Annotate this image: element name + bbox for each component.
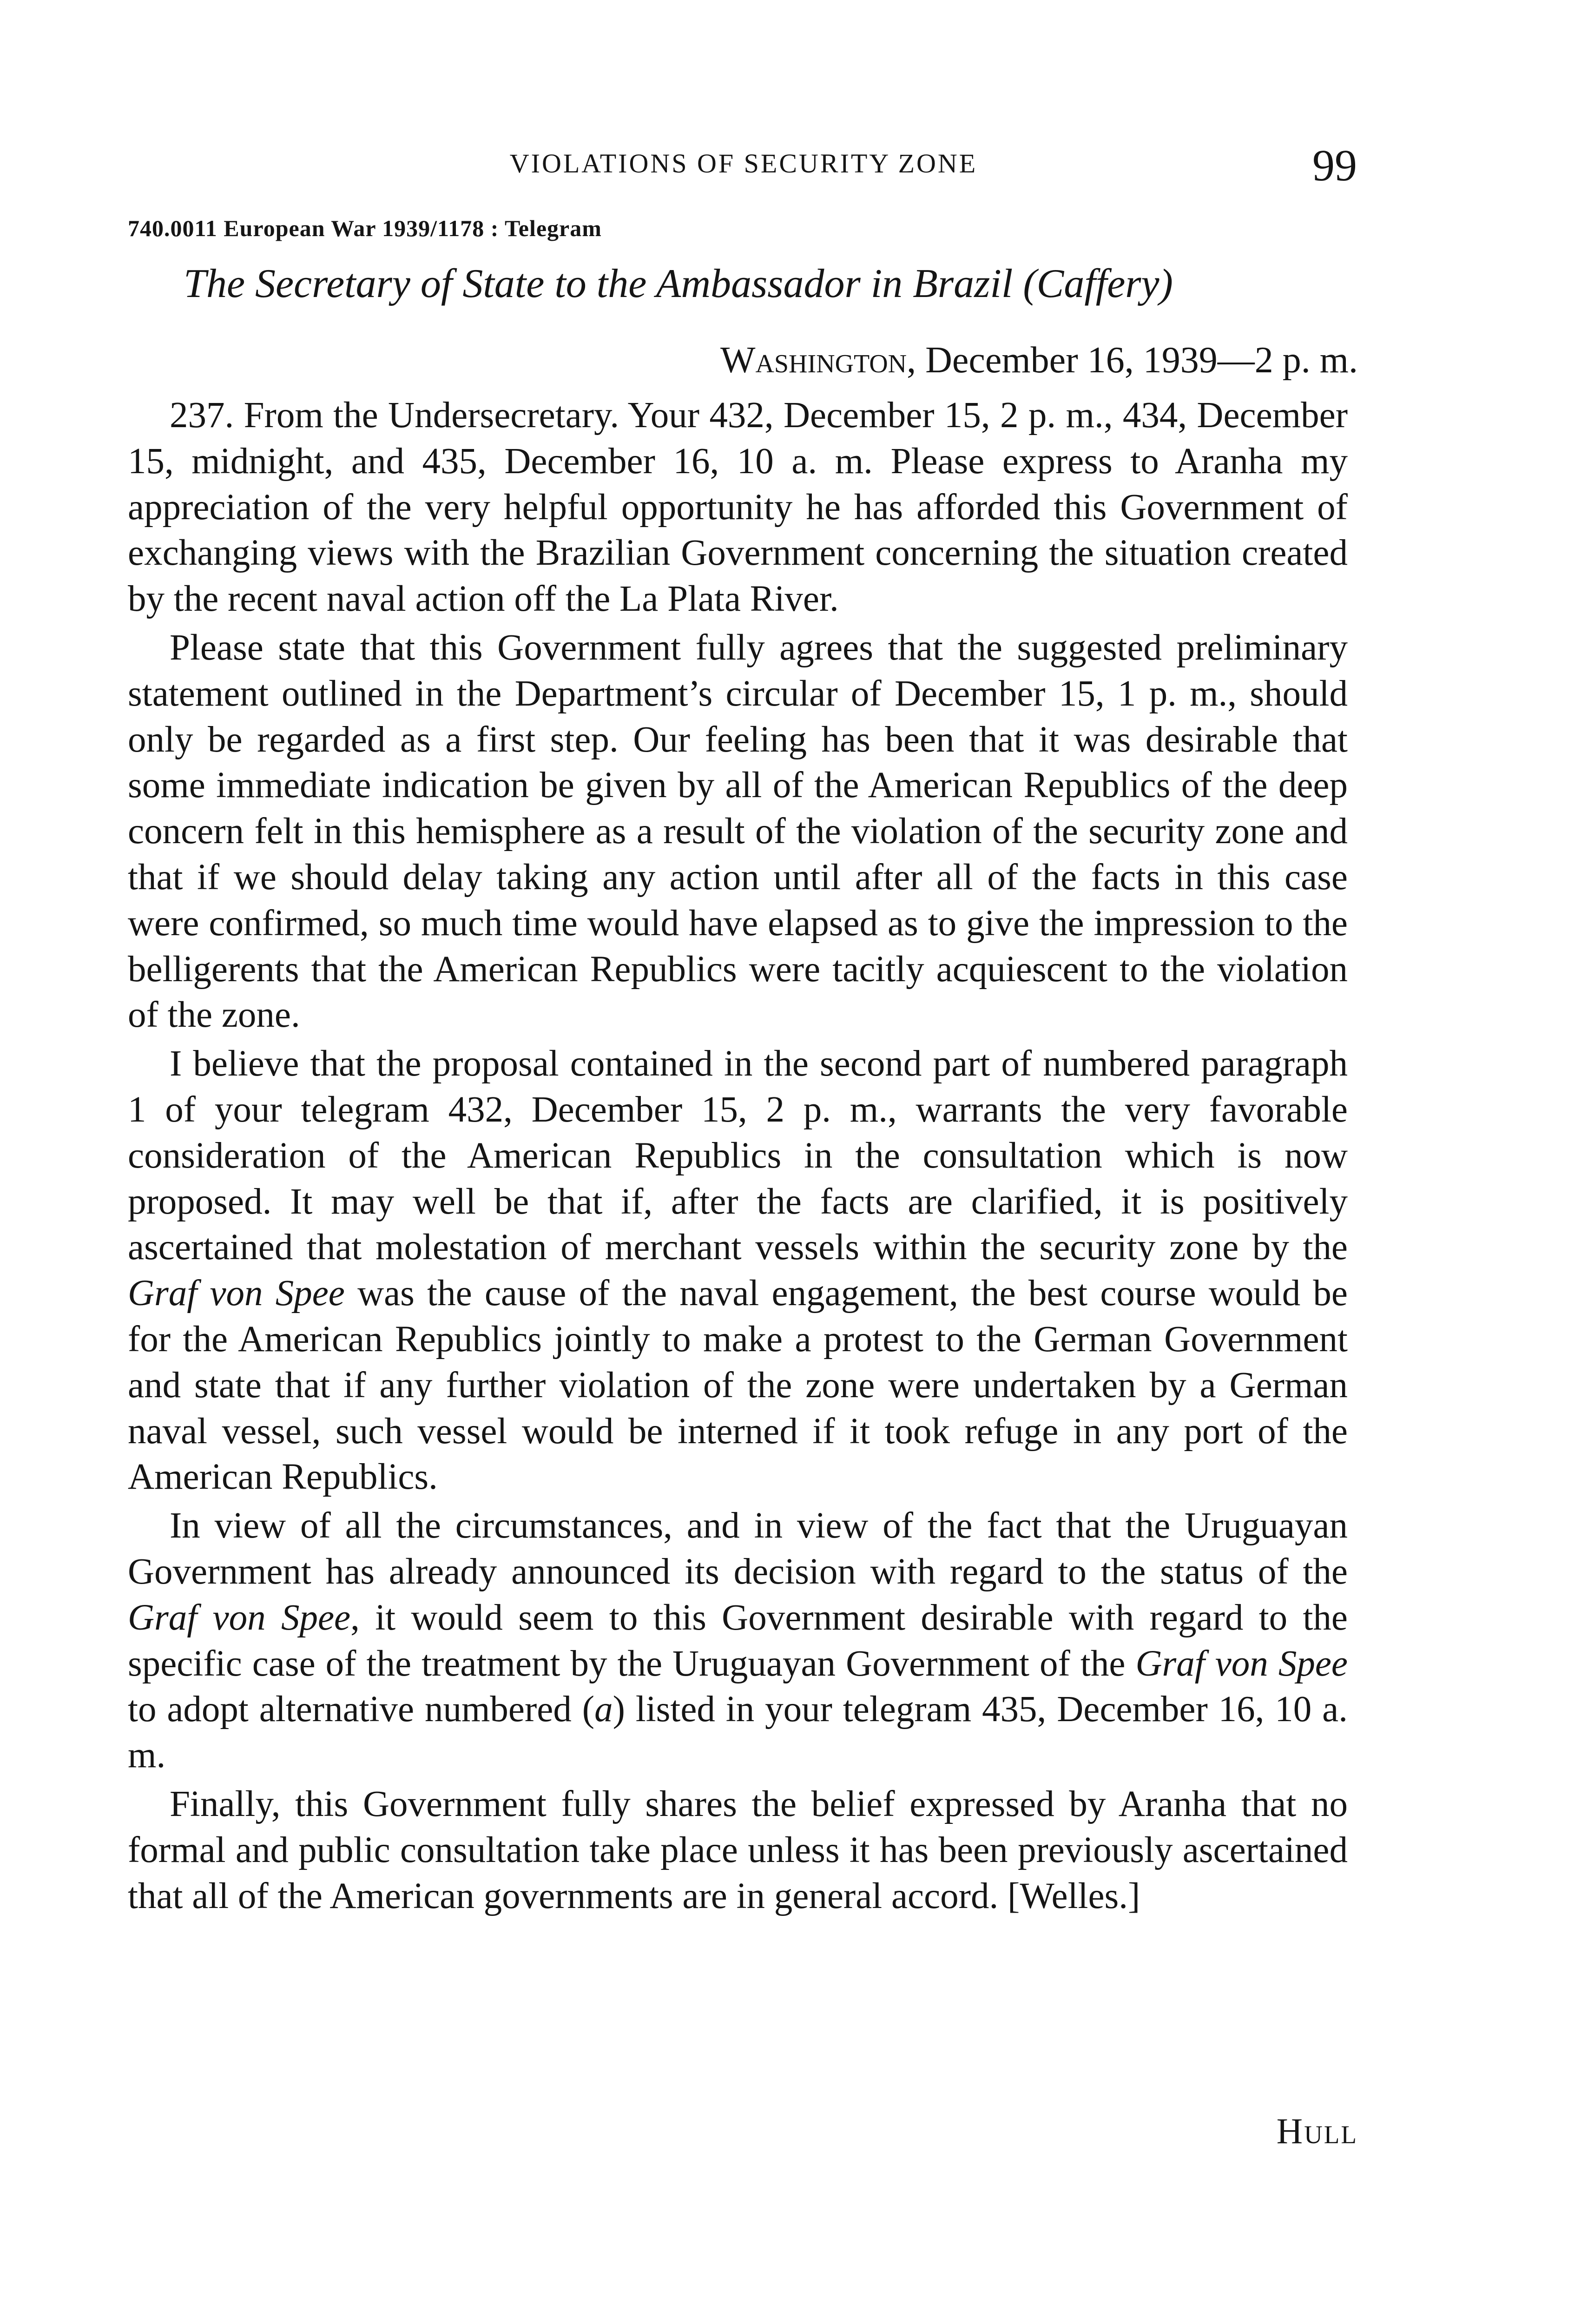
paragraph-text: Please state that this Government fully agrees that the suggested preliminary statement outlined in the Department’s circular of December 15, 1 p. m., should only be regarded as a first step. Our feeling has been that it was desirable that some immediate indication be given by all of the American Republics of the deep concern felt in this hemisphere as a result of the violation of the security zone and that if we should delay taking any action until after all of the facts in this case were confirmed, so much time would have elapsed as to give the impression to the belligerents that the American Republics were tacitly acquiescent to the violation of the zone. — [128, 627, 1348, 1036]
body-paragraph — [128, 625, 1348, 1038]
file-reference: 740.0011 European War 1939/1178 : Telegram — [128, 215, 602, 241]
paragraph-text: to adopt alternative numbered ( — [128, 1689, 595, 1730]
paragraph-text: ) listed in your telegram 435, December 16, 10 a. m. — [128, 1689, 1348, 1776]
dateline — [720, 339, 1358, 382]
body-paragraph — [128, 1782, 1348, 1919]
running-header — [130, 139, 1357, 195]
document-title: The Secretary of State to the Ambassador in Brazil (Caffery) — [184, 261, 1173, 306]
dateline-place: Washington — [720, 340, 907, 381]
italic-text: Graf von Spee — [128, 1597, 351, 1638]
italic-text: a — [594, 1689, 613, 1730]
paragraph-text: I believe that the proposal contained in the second part of numbered paragraph 1 of your telegram 432, December 15, 2 p. m., warrants the very favorable consideration of the American Republics in the consultation which is now proposed. It may well be that if, after the facts are clarified, it is positively ascertained that molestation of merchant vessels within the security zone by the — [128, 1043, 1348, 1268]
signature: Hull — [1276, 2111, 1358, 2151]
body-paragraph — [128, 393, 1348, 622]
dateline-date: , December 16, 1939—2 p. m. — [907, 340, 1358, 381]
italic-text: Graf von Spee — [1135, 1643, 1348, 1684]
page-number: 99 — [1312, 140, 1357, 190]
paragraph-text: was the cause of the naval engagement, the best course would be for the American Republics jointly to make a protest to the German Government and state that if any further violation of the zone were undertaken by a German naval vessel, such vessel would be interned if it took refuge in any port of the American Republics. — [128, 1273, 1348, 1498]
body-paragraph — [128, 1503, 1348, 1779]
paragraph-text: 237. From the Undersecretary. Your 432, December 15, 2 p. m., 434, December 15, midnight, and 435, December 16, 10 a. m. Please express to Aranha my appreciation of the very helpful opportunity he has afforded this Government of exchanging views with the Brazilian Government concerning the situation created by the recent naval action off the La Plata River. — [128, 395, 1348, 620]
paragraph-text: , it would seem to this Government desirable with regard to the specific case of the treatment by the Uruguayan Government of the — [128, 1597, 1348, 1684]
body-paragraph — [128, 1041, 1348, 1500]
paragraph-text: Finally, this Government fully shares the belief expressed by Aranha that no formal and public consultation take place unless it has been previously ascertained that all of the American governments are in general accord. [Welles.] — [128, 1783, 1348, 1916]
italic-text: Graf von Spee — [128, 1273, 345, 1314]
paragraph-text: In view of all the circumstances, and in view of the fact that the Uruguayan Government has already announced its decision with regard to the status of the — [128, 1505, 1348, 1592]
telegram-body — [128, 393, 1348, 1919]
running-title: VIOLATIONS OF SECURITY ZONE — [509, 148, 978, 178]
